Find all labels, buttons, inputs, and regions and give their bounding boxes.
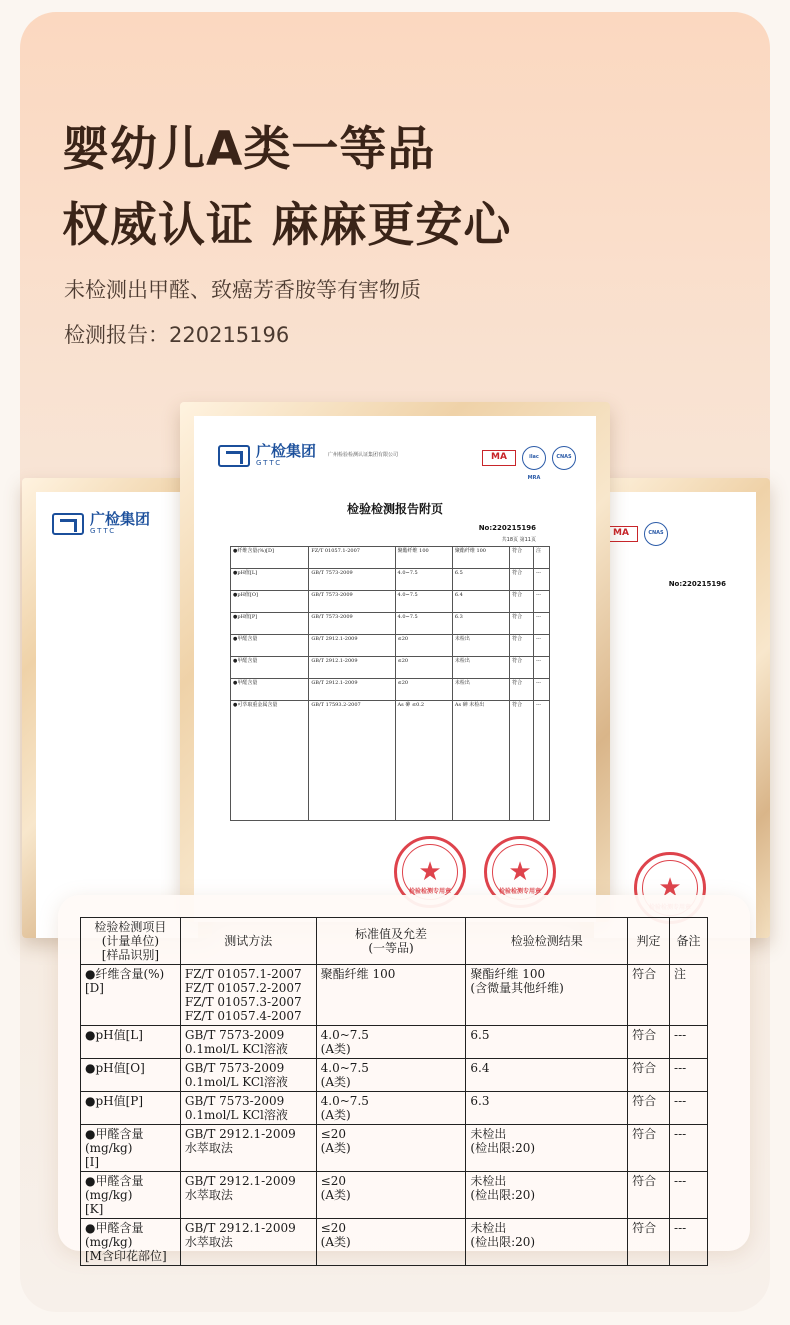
table-cell: GB/T 2912.1-2009 水萃取法: [180, 1125, 316, 1172]
mini-table-cell: GB/T 7573-2009: [309, 591, 395, 613]
table-header-row: [81, 918, 708, 965]
certificate-frame-center: [180, 402, 610, 922]
mini-table-cell: ≤20: [395, 635, 452, 657]
table-cell: 未检出 (检出限:20): [466, 1125, 628, 1172]
page-indicator: 共18页 第11页: [501, 537, 536, 543]
headline-line1: 婴幼儿A类一等品: [62, 122, 436, 177]
table-cell: ---: [670, 1026, 708, 1059]
table-cell: GB/T 2912.1-2009 水萃取法: [180, 1172, 316, 1219]
mini-table-row: [231, 591, 550, 613]
table-row: [81, 1125, 708, 1172]
mini-table-cell: ●pH值[P]: [231, 613, 309, 635]
org-name: 广检集团: [90, 510, 151, 528]
table-cell: 4.0~7.5 (A类): [316, 1026, 466, 1059]
table-row: [81, 1172, 708, 1219]
zoomed-table-panel: [58, 895, 750, 1263]
mini-table-cell: ●甲醛含量: [231, 635, 309, 657]
org-full-name: 广州检验检测认证集团有限公司: [328, 452, 399, 459]
report-number: No:220215196: [668, 580, 726, 588]
table-cell: 6.3: [466, 1092, 628, 1125]
seal-text: ★ 检验检测专用章: [408, 888, 451, 895]
mini-table-row: [231, 635, 550, 657]
table-cell: 聚酯纤维 100 (含微量其他纤维): [466, 965, 628, 1026]
table-cell: 4.0~7.5 (A类): [316, 1092, 466, 1125]
mini-table-cell: 聚酯纤维 100: [395, 547, 452, 569]
table-cell: 6.4: [466, 1059, 628, 1092]
table-cell: 4.0~7.5 (A类): [316, 1059, 466, 1092]
mini-table-cell: GB/T 17593.2-2007: [309, 701, 395, 821]
table-cell: 未检出 (检出限:20): [466, 1219, 628, 1266]
mini-table-cell: 符合: [510, 701, 534, 821]
table-cell: ●甲醛含量 (mg/kg) [I]: [81, 1125, 181, 1172]
mini-table-cell: ---: [533, 635, 549, 657]
mini-table-cell: ---: [533, 569, 549, 591]
mini-table-cell: As 砷 未检出: [452, 701, 509, 821]
subtext-harmful: 未检测出甲醛、致癌芳香胺等有害物质: [64, 278, 421, 302]
table-cell: 未检出 (检出限:20): [466, 1172, 628, 1219]
mini-table-cell: ●pH值[O]: [231, 591, 309, 613]
table-cell: GB/T 7573-2009 0.1mol/L KCl溶液: [180, 1092, 316, 1125]
cert-badges: [482, 446, 576, 481]
table-cell: ●pH值[O]: [81, 1059, 181, 1092]
table-cell: ≤20 (A类): [316, 1172, 466, 1219]
mini-table-cell: FZ/T 01057.1-2007: [309, 547, 395, 569]
org-sub: GTTC: [90, 527, 117, 535]
cma-badge-icon: MA: [604, 526, 638, 542]
mini-table-cell: 6.5: [452, 569, 509, 591]
mini-table-cell: ≤20: [395, 679, 452, 701]
cnas-badge-icon: CNAS: [644, 522, 668, 546]
table-cell: 符合: [628, 1125, 670, 1172]
column-header: 检验检测项目 (计量单位) [样品识别]: [81, 918, 181, 965]
mini-table-row: [231, 613, 550, 635]
mini-table-cell: As 砷 ≤0.2: [395, 701, 452, 821]
mini-table-cell: 符合: [510, 591, 534, 613]
mini-table-cell: 4.0~7.5: [395, 569, 452, 591]
mini-table-cell: 符合: [510, 657, 534, 679]
table-cell: 符合: [628, 1219, 670, 1266]
certificate-logo: [52, 512, 150, 535]
mini-table-cell: 聚酯纤维 100: [452, 547, 509, 569]
column-header: 检验检测结果: [466, 918, 628, 965]
mini-table-cell: ---: [533, 701, 549, 821]
mini-table-cell: GB/T 2912.1-2009: [309, 635, 395, 657]
table-row: [81, 1059, 708, 1092]
subtext-report-no: 检测报告：220215196: [64, 323, 290, 347]
table-cell: ●甲醛含量 (mg/kg) [K]: [81, 1172, 181, 1219]
mini-table-cell: 未检出: [452, 679, 509, 701]
table-cell: 聚酯纤维 100: [316, 965, 466, 1026]
table-cell: ---: [670, 1092, 708, 1125]
table-cell: ●pH值[P]: [81, 1092, 181, 1125]
headline-line2: 权威认证 麻麻更安心: [62, 198, 512, 253]
seal-text: ★ 检验检测专用章: [498, 888, 541, 895]
table-cell: ---: [670, 1059, 708, 1092]
table-cell: GB/T 7573-2009 0.1mol/L KCl溶液: [180, 1059, 316, 1092]
certificate-title: 检验检测报告附页: [346, 502, 443, 516]
table-cell: FZ/T 01057.1-2007 FZ/T 01057.2-2007 FZ/T 01057.3-2007 FZ/T 01057.4-2007: [180, 965, 316, 1026]
mini-table-row: [231, 547, 550, 569]
table-cell: ●pH值[L]: [81, 1026, 181, 1059]
table-cell: 符合: [628, 1059, 670, 1092]
cnas-badge-icon: CNAS: [552, 446, 576, 470]
table-cell: 符合: [628, 965, 670, 1026]
mini-table-cell: ●纤维含量(%)[D]: [231, 547, 309, 569]
mini-table-cell: ≤20: [395, 657, 452, 679]
mini-table-row: [231, 657, 550, 679]
mini-table-cell: 6.3: [452, 613, 509, 635]
mini-table-cell: 符合: [510, 569, 534, 591]
mini-table-cell: 6.4: [452, 591, 509, 613]
mini-table-cell: 未检出: [452, 635, 509, 657]
mini-table-cell: GB/T 7573-2009: [309, 613, 395, 635]
certificate-paper: [594, 492, 756, 938]
cert-badges: [604, 522, 668, 546]
table-cell: 6.5: [466, 1026, 628, 1059]
mini-table-cell: 4.0~7.5: [395, 613, 452, 635]
mini-table-cell: ---: [533, 591, 549, 613]
mini-table-cell: 符合: [510, 635, 534, 657]
table-row: [81, 1026, 708, 1059]
gttc-logo-icon: [52, 513, 84, 535]
table-row: [81, 1219, 708, 1266]
mini-table-cell: ---: [533, 657, 549, 679]
ilac-badge-icon: ilac MRA: [522, 446, 546, 470]
table-cell: 符合: [628, 1092, 670, 1125]
mini-table-cell: GB/T 2912.1-2009: [309, 679, 395, 701]
mini-table-cell: ●甲醛含量: [231, 679, 309, 701]
mini-table-cell: ---: [533, 679, 549, 701]
table-cell: ≤20 (A类): [316, 1219, 466, 1266]
mini-table-cell: ---: [533, 613, 549, 635]
mini-table-cell: 注: [533, 547, 549, 569]
table-cell: ●甲醛含量 (mg/kg) [M含印花部位]: [81, 1219, 181, 1266]
table-cell: ---: [670, 1125, 708, 1172]
mini-table-cell: 符合: [510, 613, 534, 635]
mini-results-table: [230, 546, 550, 821]
mini-table-cell: GB/T 7573-2009: [309, 569, 395, 591]
mini-table-cell: 4.0~7.5: [395, 591, 452, 613]
table-row: [81, 965, 708, 1026]
column-header: 标准值及允差 (一等品): [316, 918, 466, 965]
table-cell: 符合: [628, 1026, 670, 1059]
certificate-paper: [36, 492, 198, 938]
mini-table-cell: ●pH值[L]: [231, 569, 309, 591]
table-cell: GB/T 7573-2009 0.1mol/L KCl溶液: [180, 1026, 316, 1059]
mini-table-cell: ●可萃取重金属含量: [231, 701, 309, 821]
table-cell: ---: [670, 1219, 708, 1266]
mini-table-row: [231, 679, 550, 701]
mini-table-row: [231, 569, 550, 591]
column-header: 判定: [628, 918, 670, 965]
test-results-table: [80, 917, 708, 1266]
mini-table-cell: ●甲醛含量: [231, 657, 309, 679]
certificate-paper: [194, 416, 596, 922]
column-header: 备注: [670, 918, 708, 965]
column-header: 测试方法: [180, 918, 316, 965]
table-cell: ---: [670, 1172, 708, 1219]
table-cell: ≤20 (A类): [316, 1125, 466, 1172]
mini-table-row: [231, 701, 550, 821]
certificate-logo: [218, 444, 448, 467]
table-cell: 符合: [628, 1172, 670, 1219]
table-cell: ●纤维含量(%)[D]: [81, 965, 181, 1026]
mini-table-cell: 符合: [510, 679, 534, 701]
table-cell: 注: [670, 965, 708, 1026]
mini-table-cell: GB/T 2912.1-2009: [309, 657, 395, 679]
report-number: No:220215196: [478, 524, 536, 532]
mini-table-cell: 符合: [510, 547, 534, 569]
org-name: 广检集团: [256, 442, 317, 460]
table-row: [81, 1092, 708, 1125]
gttc-logo-icon: [218, 445, 250, 467]
cma-badge-icon: MA: [482, 450, 516, 466]
table-cell: GB/T 2912.1-2009 水萃取法: [180, 1219, 316, 1266]
mini-table-cell: 未检出: [452, 657, 509, 679]
org-sub: GTTC: [256, 459, 283, 467]
